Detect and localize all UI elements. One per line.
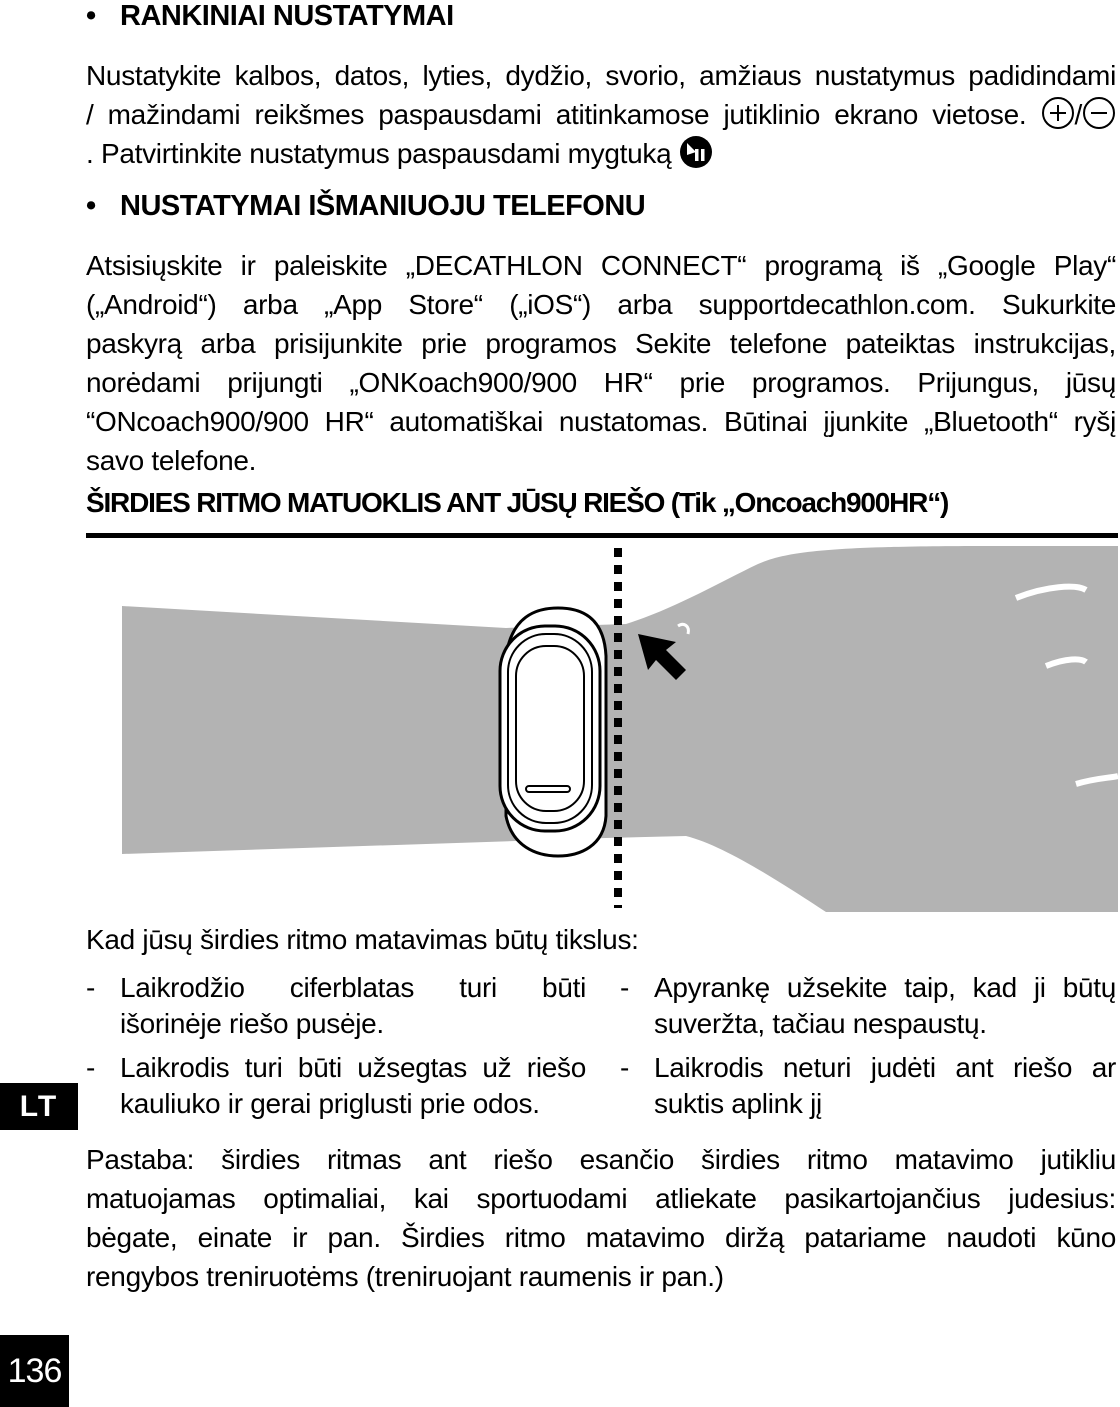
minus-circle-icon	[1082, 96, 1116, 130]
tip-line: suveržta, tačiau nespaustų.	[654, 1008, 987, 1039]
phone-settings-paragraph	[86, 246, 1116, 480]
section-title-text: RANKINIAI NUSTATYMAI	[120, 0, 454, 32]
paragraph-line-text: . Patvirtinkite nustatymus paspausdami mygtuką	[86, 138, 672, 169]
paragraph-line: norėdami prijungti „ONKoach900/900 HR“ prie programos. Prijungus, jūsų	[86, 367, 1116, 398]
tip-item	[620, 970, 1116, 1042]
paragraph-line: bėgate, einate ir pan. Širdies ritmo matavimo diržą patariame naudoti kūno	[86, 1222, 1116, 1253]
paragraph-line: “ONcoach900/900 HR“ automatiškai nustatomas. Būtinai įjunkite „Bluetooth“ ryšį	[86, 406, 1116, 437]
tip-line: Laikrodis turi būti užsegtas už riešo	[120, 1052, 586, 1083]
wrist-illustration	[86, 546, 1118, 912]
tips-intro: Kad jūsų širdies ritmo matavimas būtų tikslus:	[86, 924, 639, 955]
paragraph-line: matuojamas optimaliai, kai sportuodami atliekate pasikartojančius judesius:	[86, 1183, 1116, 1214]
bullet: •	[86, 190, 96, 222]
tip-dash: -	[620, 1052, 630, 1083]
plus-circle-icon	[1041, 96, 1075, 130]
page-number: 136	[0, 1335, 69, 1407]
paragraph-line: Pastaba: širdies ritmas ant riešo esančio širdies ritmo matavimo jutikliu	[86, 1144, 1116, 1175]
icon-separator: /	[1074, 99, 1082, 130]
manual-settings-paragraph	[86, 56, 1116, 173]
tip-line: suktis aplink jį	[654, 1088, 822, 1119]
paragraph-line	[86, 134, 1116, 173]
heart-rate-title: ŠIRDIES RITMO MATUOKLIS ANT JŪSŲ RIEŠO (Tik „Oncoach900HR“)	[86, 487, 949, 518]
section-title-manual-settings	[86, 0, 454, 33]
tip-item	[86, 1050, 586, 1122]
paragraph-line: Nustatykite kalbos, datos, lyties, dydžio, svorio, amžiaus nustatymus padidindami	[86, 60, 1116, 91]
watch-icon	[500, 608, 606, 856]
title-rule	[86, 533, 1118, 538]
paragraph-line: rengybos treniruotėms (treniruojant raumenis ir pan.)	[86, 1261, 724, 1292]
tip-line: išorinėje riešo pusėje.	[120, 1008, 384, 1039]
tip-line: Apyrankę užsekite taip, kad ji būtų	[654, 972, 1116, 1003]
paragraph-line: savo telefone.	[86, 445, 257, 476]
section-title-phone-settings	[86, 190, 645, 223]
paragraph-line	[86, 95, 1116, 134]
tip-line: Laikrodis neturi judėti ant riešo ar	[654, 1052, 1116, 1083]
tip-line: kauliuko ir gerai priglusti prie odos.	[120, 1088, 540, 1119]
pause-button-icon	[679, 135, 713, 169]
tip-line: Laikrodžio ciferblatas turi būti	[120, 972, 586, 1003]
section-title-text: NUSTATYMAI IŠMANIUOJU TELEFONU	[120, 190, 646, 222]
paragraph-line: („Android“) arba „App Store“ („iOS“) arba supportdecathlon.com. Sukurkite	[86, 289, 1116, 320]
tip-item	[86, 970, 586, 1042]
tip-dash: -	[86, 1052, 96, 1083]
tip-item	[620, 1050, 1116, 1122]
language-badge: LT	[0, 1083, 78, 1130]
paragraph-line: paskyrą arba prisijunkite prie programos Sekite telefone pateiktas instrukcijas,	[86, 328, 1116, 359]
tip-dash: -	[86, 972, 96, 1003]
tip-dash: -	[620, 972, 630, 1003]
note-paragraph	[86, 1140, 1116, 1296]
paragraph-line: Atsisiųskite ir paleiskite „DECATHLON CONNECT“ programą iš „Google Play“	[86, 250, 1116, 281]
paragraph-line-text: / mažindami reikšmes paspausdami atitinkamose jutiklinio ekrano vietose.	[86, 99, 1027, 130]
bullet: •	[86, 0, 96, 32]
